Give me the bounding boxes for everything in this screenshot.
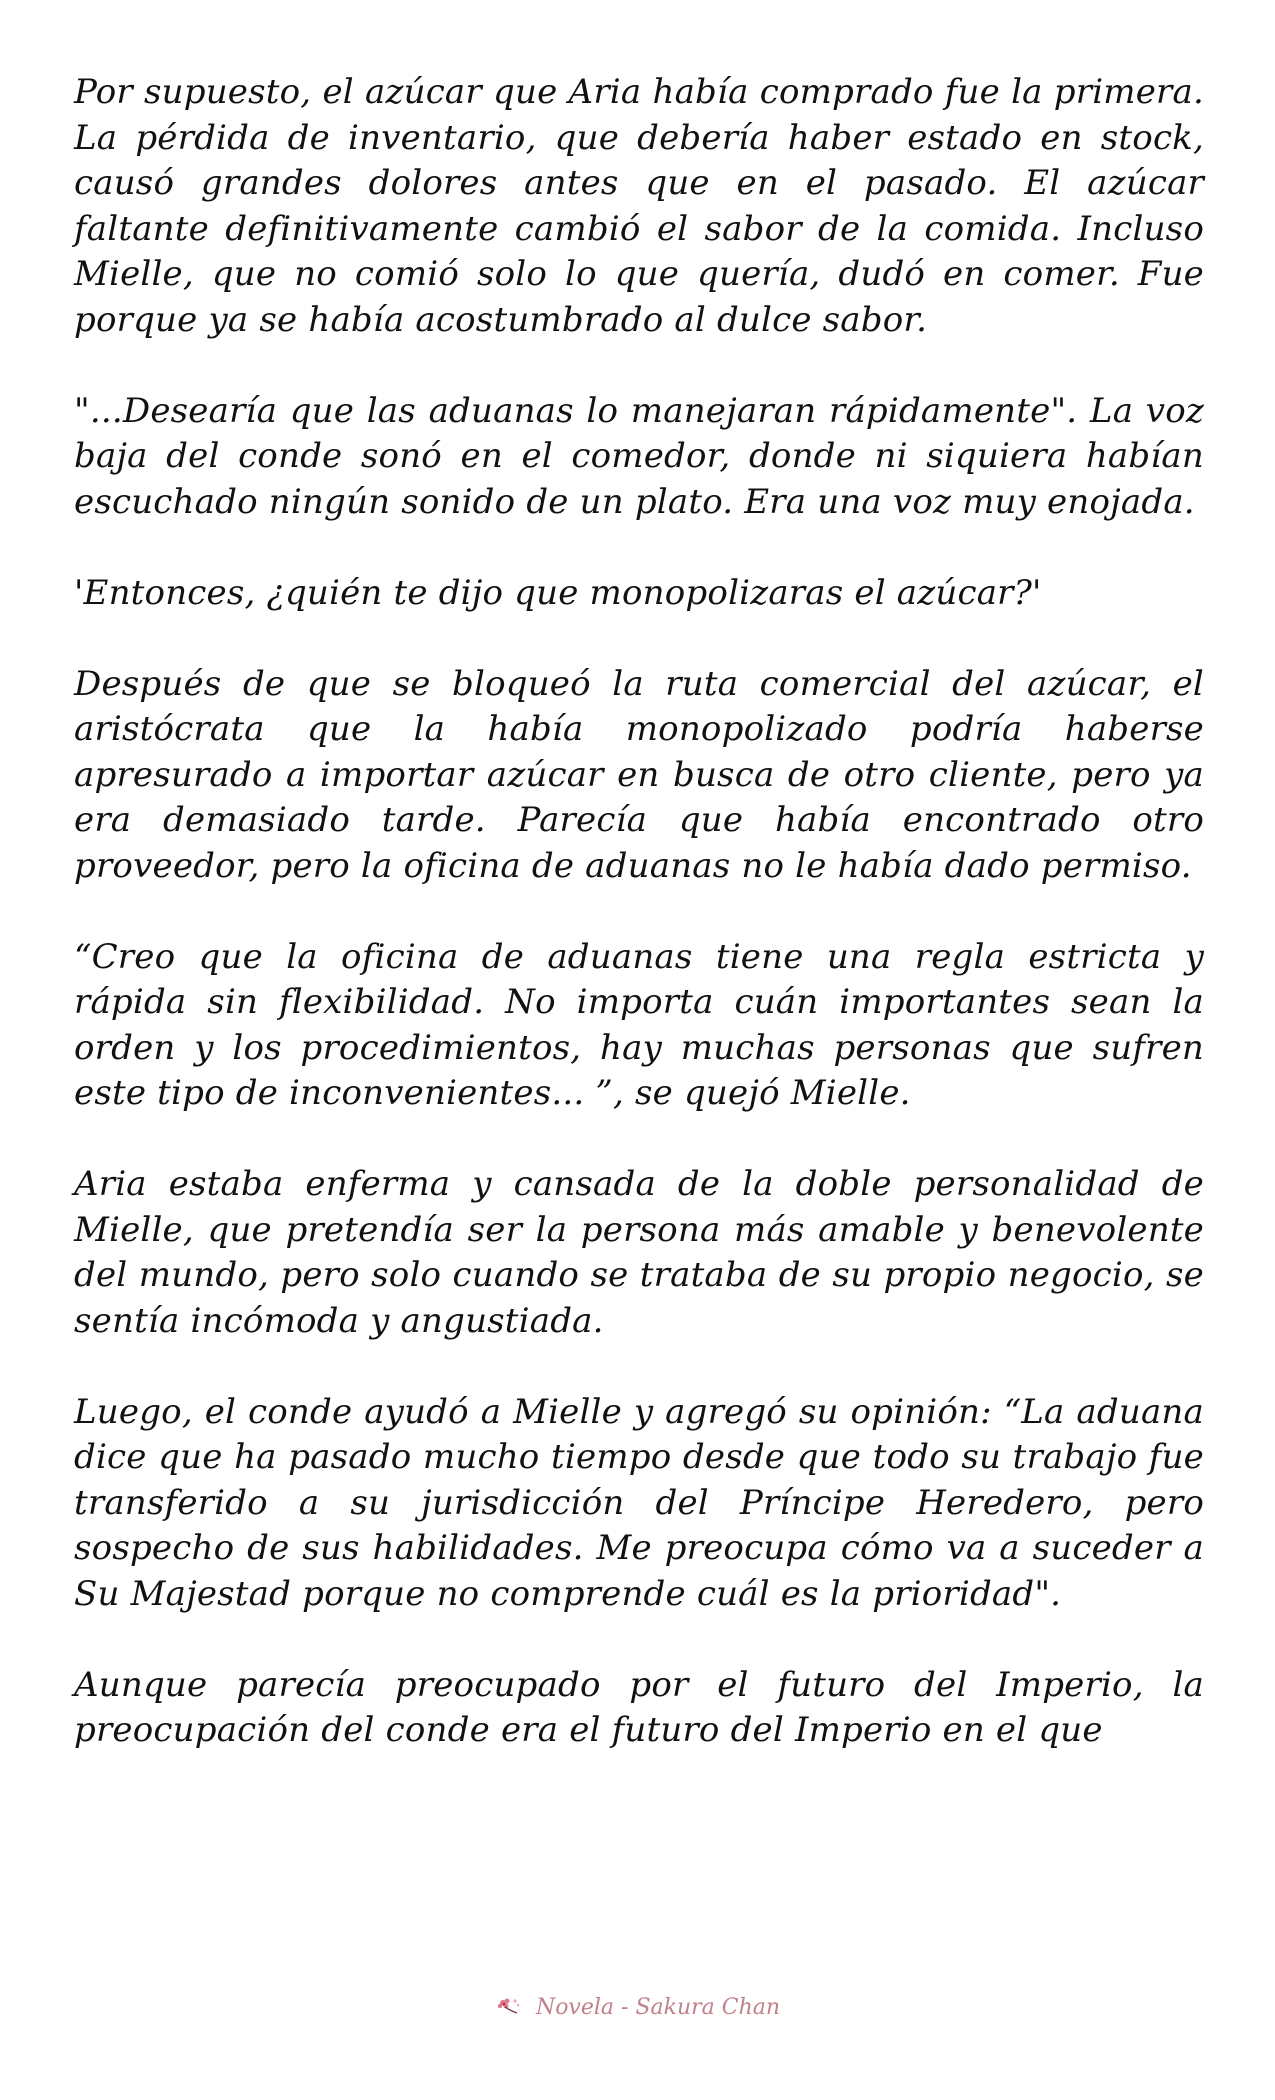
paragraph-6: Aria estaba enferma y cansada de la doble personalidad de Mielle, que pretendía ser la persona más amable y benevolente del mundo, pero solo cuando se trataba de su propio negocio, se sentía incómoda y angustiada. [74, 1164, 1204, 1341]
paragraph-1: Por supuesto, el azúcar que Aria había comprado fue la primera. La pérdida de inventario, que debería haber estado en stock, causó grandes dolores antes que en el pasado. El azúcar faltante definitivamente cambió el sabor de la comida. Incluso Mielle, que no comió solo lo que quería, dudó en comer. Fue porque ya se había acostumbrado al dulce sabor. [74, 72, 1204, 340]
paragraph-7: Luego, el conde ayudó a Mielle y agregó su opinión: “La aduana dice que ha pasado mucho tiempo desde que todo su trabajo fue transferido a su jurisdicción del Príncipe Heredero, pero sospecho de sus habilidades. Me preocupa cómo va a suceder a Su Majestad porque no comprende cuál es la prioridad". [74, 1391, 1204, 1614]
paragraph-5: “Creo que la oficina de aduanas tiene una regla estricta y rápida sin flexibilidad. No importa cuán importantes sean la orden y los procedimientos, hay muchas personas que sufren este tipo de inconvenientes... ”, se quejó Mielle. [74, 936, 1204, 1113]
paragraph-2: "...Desearía que las aduanas lo manejaran rápidamente". La voz baja del conde sonó en el comedor, donde ni siquiera habían escuchado ningún sonido de un plato. Era una voz muy enojada. [74, 390, 1204, 522]
paragraph-4: Después de que se bloqueó la ruta comercial del azúcar, el aristócrata que la había monopolizado podría haberse apresurado a importar azúcar en busca de otro cliente, pero ya era demasiado tarde. Parecía que había encontrado otro proveedor, pero la oficina de aduanas no le había dado permiso. [74, 663, 1204, 886]
cherry-blossom-icon [495, 1995, 523, 2017]
paragraph-8: Aunque parecía preocupado por el futuro del Imperio, la preocupación del conde era el futuro del Imperio en el que [74, 1664, 1204, 1750]
footer-text: Novela - Sakura Chan [535, 1995, 781, 2020]
document-body [74, 70, 1204, 1799]
paragraph-3: 'Entonces, ¿quién te dijo que monopolizaras el azúcar?' [74, 572, 1042, 613]
watermark-footer [0, 1995, 1275, 2020]
